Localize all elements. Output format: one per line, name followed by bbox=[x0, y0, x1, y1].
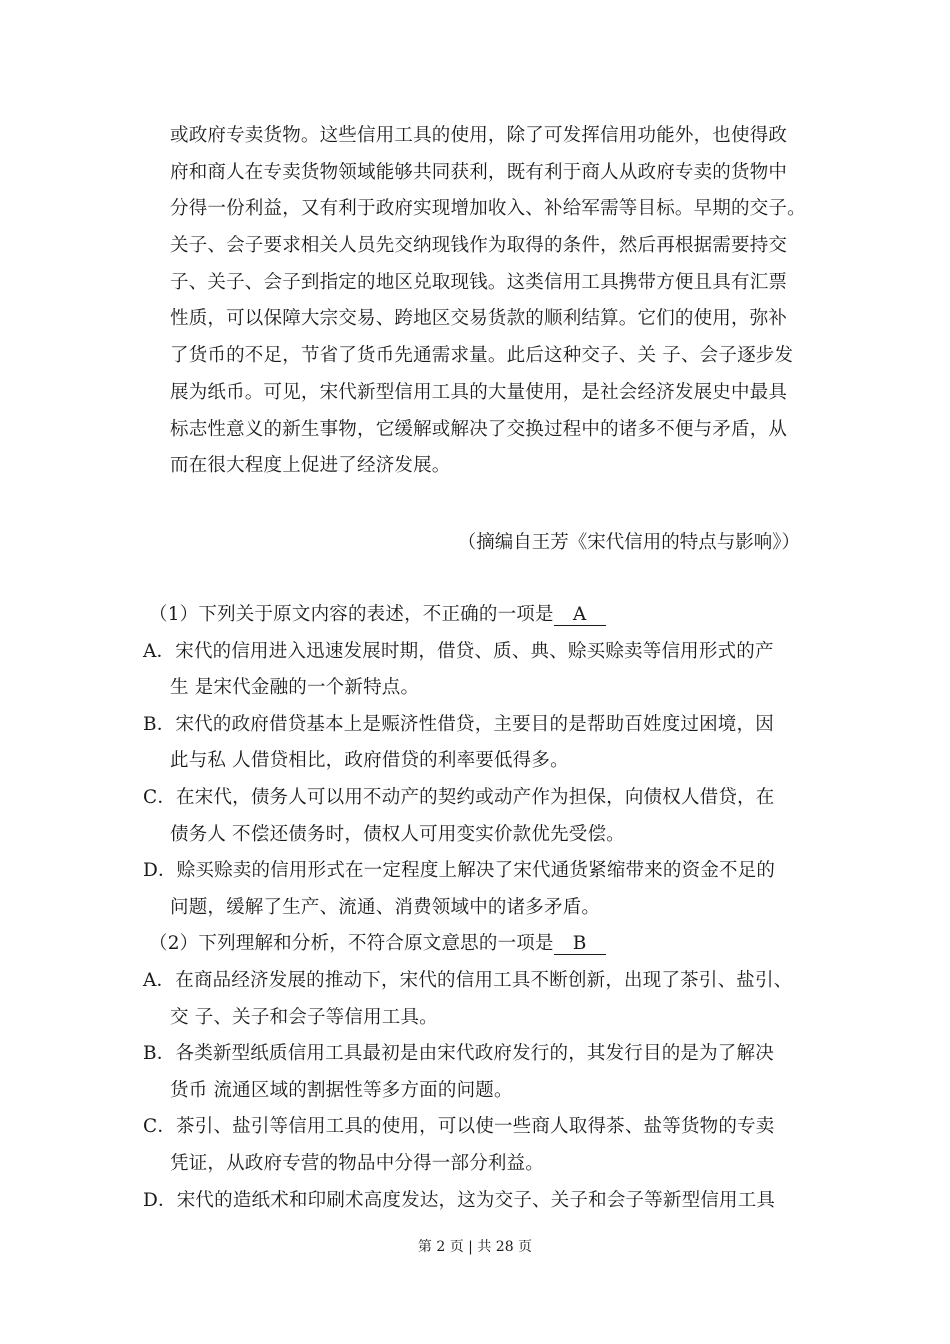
question-stem-text: （2）下列理解和分析，不符合原文意思的一项是 bbox=[149, 933, 554, 955]
passage-source: （摘编自王芳《宋代信用的特点与影响》） bbox=[457, 532, 800, 553]
passage-line: 性质，可以保障大宗交易、跨地区交易货款的顺利结算。它们的使用，弥补 bbox=[170, 308, 788, 330]
page-footer: 第 2 页 | 共 28 页 bbox=[417, 1239, 533, 1255]
option-continuation: 交 子、关子和会子等信用工具。 bbox=[170, 1006, 438, 1028]
questions-section bbox=[143, 597, 833, 1219]
passage-line: 或政府专卖货物。这些信用工具的使用，除了可发挥信用功能外，也使得政 bbox=[170, 125, 788, 146]
option-line: C．茶引、盐引等信用工具的使用，可以使一些商人取得茶、盐等货物的专卖 bbox=[143, 1116, 775, 1138]
question-stem bbox=[143, 597, 833, 634]
passage-line: 而在很大程度上促进了经济发展。 bbox=[170, 455, 451, 477]
question-stem bbox=[143, 926, 833, 963]
passage-line: 展为纸币。可见，宋代新型信用工具的大量使用，是社会经济发展史中最具 bbox=[170, 381, 788, 403]
option-continuation: 债务人 不偿还债务时，债权人可用变实价款优先受偿。 bbox=[170, 823, 625, 845]
option-continuation: 此与私 人借贷相比，政府借贷的利率要低得多。 bbox=[170, 750, 569, 772]
option-line: A．在商品经济发展的推动下，宋代的信用工具不断创新，出现了茶引、盐引、 bbox=[143, 969, 793, 991]
passage-line: 了货币的不足，节省了货币先通需求量。此后这种交子、关 子、会子逐步发 bbox=[170, 345, 794, 367]
option-line: A．宋代的信用进入迅速发展时期，借贷、质、典、赊买赊卖等信用形式的产 bbox=[143, 640, 774, 662]
option-continuation: 问题，缓解了生产、流通、消费领域中的诸多矛盾。 bbox=[170, 896, 601, 918]
passage-line: 府和商人在专卖货物领域能够共同获利，既有利于商人从政府专卖的货物中 bbox=[170, 161, 788, 183]
option-continuation: 生 是宋代金融的一个新特点。 bbox=[170, 677, 420, 699]
answer-blank: B bbox=[554, 934, 606, 955]
option-continuation: 货币 流通区域的割据性等多方面的问题。 bbox=[170, 1079, 513, 1101]
passage-line: 标志性意义的新生事物，它缓解或解决了交换过程中的诸多不便与矛盾，从 bbox=[170, 418, 788, 440]
passage-body bbox=[170, 118, 820, 485]
option-line: B．各类新型纸质信用工具最初是由宋代政府发行的，其发行目的是为了解决 bbox=[143, 1043, 774, 1065]
option-line: D．宋代的造纸术和印刷术高度发达，这为交子、关子和会子等新型信用工具 bbox=[143, 1189, 776, 1211]
passage-line: 分得一份利益，又有利于政府实现增加收入、补给军需等目标。早期的交子。 bbox=[170, 198, 806, 220]
option-line: C．在宋代，债务人可以用不动产的契约或动产作为担保，向债权人借贷，在 bbox=[143, 786, 775, 808]
option-line: B．宋代的政府借贷基本上是赈济性借贷，主要目的是帮助百姓度过困境，因 bbox=[143, 713, 774, 735]
question-stem-text: （1）下列关于原文内容的表述，不正确的一项是 bbox=[149, 604, 554, 625]
option-line: D．赊买赊卖的信用形式在一定程度上解决了宋代通货紧缩带来的资金不足的 bbox=[143, 860, 776, 882]
passage-line: 关子、会子要求相关人员先交纳现钱作为取得的条件，然后再根据需要持交 bbox=[170, 235, 788, 257]
option-continuation: 凭证，从政府专营的物品中分得一部分利益。 bbox=[170, 1152, 545, 1174]
passage-line: 子、关子、会子到指定的地区兑取现钱。这类信用工具携带方便且具有汇票 bbox=[170, 271, 788, 293]
answer-blank: A bbox=[554, 605, 606, 626]
